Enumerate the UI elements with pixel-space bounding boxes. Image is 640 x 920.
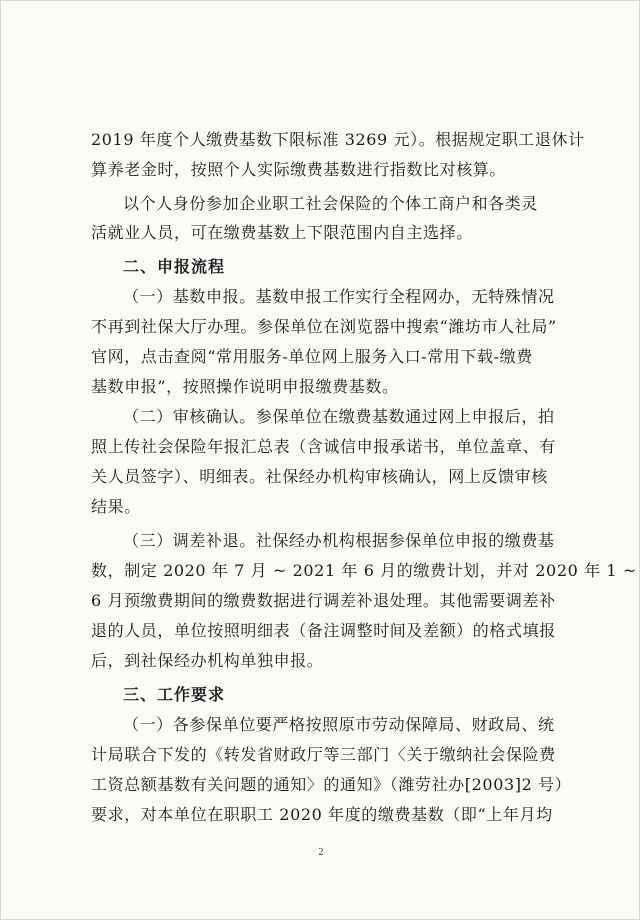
- text-line: 2019 年度个人缴费基数下限标准 3269 元）。根据规定职工退休计: [91, 130, 585, 149]
- text-line: 工资总额基数有关问题的通知〉的通知》（潍劳社办[2003]2 号）: [91, 775, 572, 794]
- text-line: 基数申报”，按照操作说明申报缴费基数。: [91, 377, 399, 396]
- text-line: 6 月预缴费期间的缴费数据进行调差补退处理。其他需要调差补: [91, 591, 556, 610]
- section-heading: 三、工作要求: [123, 685, 226, 704]
- text-line: 计局联合下发的《转发省财政厅等三部门〈关于缴纳社会保险费: [91, 745, 556, 764]
- text-line: 后，到社保经办机构单独申报。: [91, 651, 324, 670]
- text-line: （一）基数申报。基数申报工作实行全程网办，无特殊情况: [123, 287, 555, 306]
- text-line: 关人员签字）、明细表。社保经办机构审核确认，网上反馈审核: [91, 467, 548, 486]
- section-heading: 二、申报流程: [123, 257, 226, 276]
- text-line: 以个人身份参加企业职工社会保险的个体工商户和各类灵: [123, 194, 539, 213]
- text-line: 数，制定 2020 年 7 月 ~ 2021 年 6 月的缴费计划，并对 2020 年 1 ~: [91, 561, 637, 580]
- text-line: 退的人员，单位按照明细表（备注调整时间及差额）的格式填报: [91, 621, 556, 640]
- text-line: 算养老金时，按照个人实际缴费基数进行指数比对核算。: [91, 160, 507, 179]
- text-line: 不再到社保大厅办理。参保单位在浏览器中搜索“潍坊市人社局”: [91, 317, 557, 336]
- text-line: 要求，对本单位在职职工 2020 年度的缴费基数（即“上年月均: [91, 805, 553, 824]
- text-line: （二）审核确认。参保单位在缴费基数通过网上申报后，拍: [123, 407, 555, 426]
- text-line: （一）各参保单位要严格按照原市劳动保障局、财政局、统: [123, 715, 555, 734]
- text-line: 结果。: [91, 497, 141, 516]
- text-line: 活就业人员，可在缴费基数上下限范围内自主选择。: [91, 223, 473, 242]
- text-line: （三）调差补退。社保经办机构根据参保单位申报的缴费基: [123, 531, 555, 550]
- text-line: 照上传社会保险年报汇总表（含诚信申报承诺书，单位盖章、有: [91, 437, 556, 456]
- text-line: 官网，点击查阅“常用服务-单位网上服务入口-常用下载-缴费: [91, 347, 533, 366]
- page-number: 2: [318, 847, 324, 858]
